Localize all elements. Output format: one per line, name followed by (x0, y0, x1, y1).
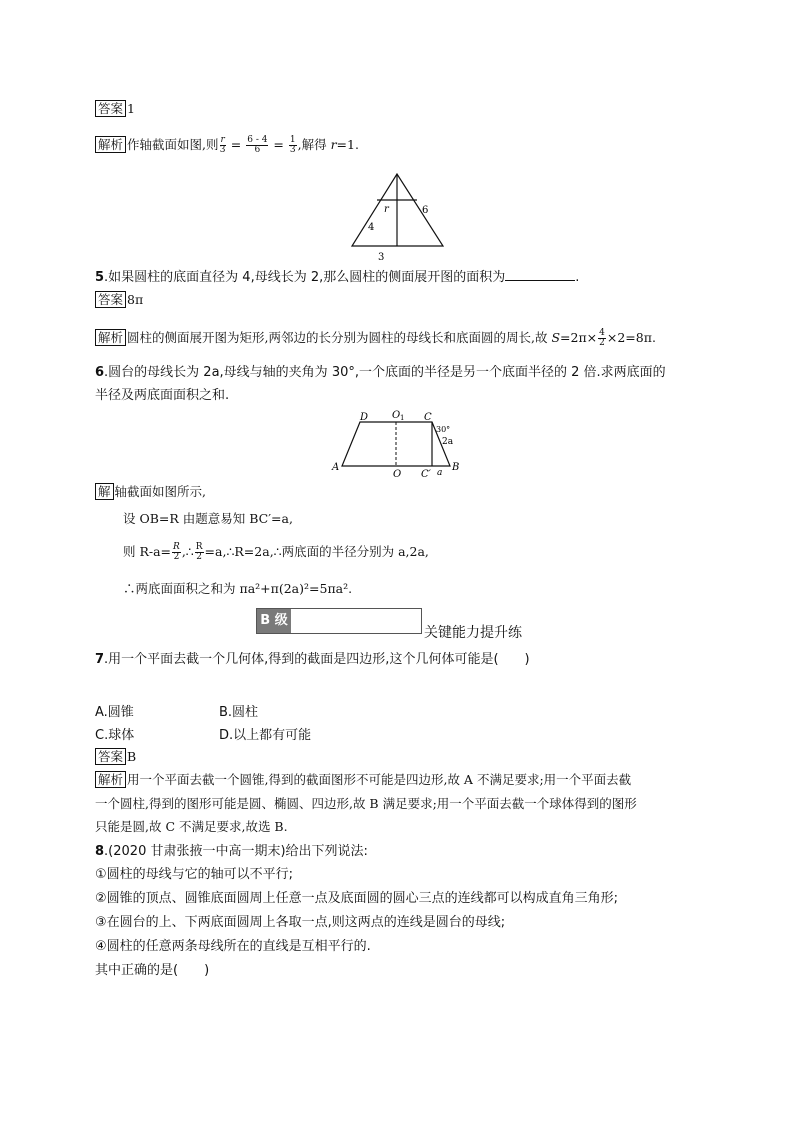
label-r: r (384, 204, 389, 215)
answer-value: 1 (127, 101, 135, 116)
analysis-7 (95, 771, 631, 789)
label-6: 6 (422, 205, 429, 216)
question-8 (95, 843, 368, 861)
analysis-text: 作轴截面如图,则 (127, 137, 219, 152)
analysis-text: 圆柱的侧面展开图为矩形,两邻边的长分别为圆柱的母线长和底面圆的周长,故 (127, 330, 552, 345)
level-title: 关键能力提升练 (424, 625, 522, 641)
solution-6-line2: 设 OB=R 由题意易知 BC′=a, (123, 511, 293, 526)
label-3: 3 (378, 252, 385, 263)
answer-5 (95, 291, 143, 309)
fraction: $\frac{1}{3}$ (289, 135, 296, 155)
label-D: D (360, 412, 369, 423)
label-4: 4 (368, 222, 375, 233)
analysis-7-line3: 只能是圆,故 C 不满足要求,故选 B. (95, 819, 288, 834)
answer-blank (505, 268, 575, 281)
analysis-7-line2: 一个圆柱,得到的图形可能是圆、椭圆、四边形,故 B 满足要求;用一个平面去截一个球体得到的图形 (95, 796, 637, 811)
question-number: 7 (95, 652, 105, 667)
analysis-tag: 解析 (95, 329, 126, 346)
label-B: B (452, 462, 460, 473)
fraction: $\frac{R}{2}$ (195, 542, 203, 562)
question-6 (95, 364, 666, 382)
statement-2: ②圆锥的顶点、圆锥底面圆周上任意一点及底面圆的圆心三点的连线都可以构成直角三角形; (95, 891, 619, 906)
question-text: .(2020 甘肃张掖一中高一期末)给出下列说法: (104, 844, 368, 859)
answer-tag: 答案 (95, 291, 126, 308)
solution-6-line3: 则 R-a= $\frac{R}{2}$ ,∴ $\frac{R}{2}$ =a,∴R=2a,∴两底面的半径分别为 a,2a, (123, 542, 429, 562)
label-C: C (424, 412, 432, 423)
question-text: .圆台的母线长为 2a,母线与轴的夹角为 30°,一个底面的半径是另一个底面半径的 2 倍.求两底面的 (104, 365, 666, 380)
label-angle: 30° (436, 425, 451, 434)
triangle-figure (340, 168, 460, 266)
option-a: A.圆锥 (95, 705, 134, 720)
statement-4: ④圆柱的任意两条母线所在的直线是互相平行的. (95, 939, 371, 954)
answer-tag: 答案 (95, 100, 126, 117)
solution-line: 轴截面如图所示, (114, 484, 206, 499)
analysis-5: 解析 圆柱的侧面展开图为矩形,两邻边的长分别为圆柱的母线长和底面圆的周长,故 S=2π× $\frac{4}{2}$ ×2=8π. (95, 327, 656, 349)
trapezoid-figure (330, 406, 470, 480)
level-badge: B 级 (257, 609, 291, 633)
answer-4 (95, 100, 135, 118)
question-text: .如果圆柱的底面直径为 4,母线长为 2,那么圆柱的侧面展开图的面积为 (104, 270, 506, 285)
answer-value: B (127, 749, 137, 764)
analysis-tag: 解析 (95, 136, 126, 153)
question-number: 5 (95, 270, 105, 285)
label-O1: O (392, 410, 401, 421)
statement-1: ①圆柱的母线与它的轴可以不平行; (95, 867, 294, 882)
question-number: 8 (95, 844, 105, 859)
label-O1-sub: 1 (400, 414, 405, 422)
answer-tag: 答案 (95, 748, 126, 765)
analysis-text: 用一个平面去截一个圆锥,得到的截面图形不可能是四边形,故 A 不满足要求;用一个平面去截 (127, 772, 632, 787)
option-d: D.以上都有可能 (219, 728, 312, 743)
question-text: .用一个平面去截一个几何体,得到的截面是四边形,这个几何体可能是( ) (104, 652, 530, 667)
analysis-4: 解析 作轴截面如图,则 $\frac{r}{3}$ = $\frac{6 - 4}{6}$ = $\frac{1}{3}$ ,解得 r=1. (95, 134, 359, 156)
fraction: $\frac{4}{2}$ (599, 328, 605, 348)
question-8-ask: 其中正确的是( ) (95, 963, 210, 978)
answer-7 (95, 748, 136, 766)
option-b: B.圆柱 (219, 705, 259, 720)
label-A: A (332, 462, 340, 473)
level-banner (256, 608, 422, 634)
question-6-line2: 半径及两底面面积之和. (95, 388, 230, 403)
solution-6-line4: ∴两底面面积之和为 πa²+π(2a)²=5πa². (123, 581, 353, 596)
statement-3: ③在圆台的上、下两底面圆周上各取一点,则这两点的连线是圆台的母线; (95, 915, 506, 930)
question-7 (95, 651, 530, 669)
label-2a: 2a (442, 437, 454, 447)
fraction: $\frac{6 - 4}{6}$ (247, 135, 268, 155)
label-C-prime: C′ (421, 469, 431, 480)
solution-6 (95, 483, 206, 501)
solution-tag: 解 (95, 483, 114, 500)
question-number: 6 (95, 365, 105, 380)
fraction: $\frac{r}{3}$ (219, 135, 226, 155)
option-c: C.球体 (95, 728, 135, 743)
label-a: a (437, 468, 443, 478)
answer-value: 8π (127, 292, 144, 307)
analysis-tag: 解析 (95, 771, 126, 788)
question-5: 5.如果圆柱的底面直径为 4,母线长为 2,那么圆柱的侧面展开图的面积为 . (95, 270, 580, 285)
fraction: $\frac{R}{2}$ (173, 542, 180, 562)
label-O: O (393, 469, 402, 480)
